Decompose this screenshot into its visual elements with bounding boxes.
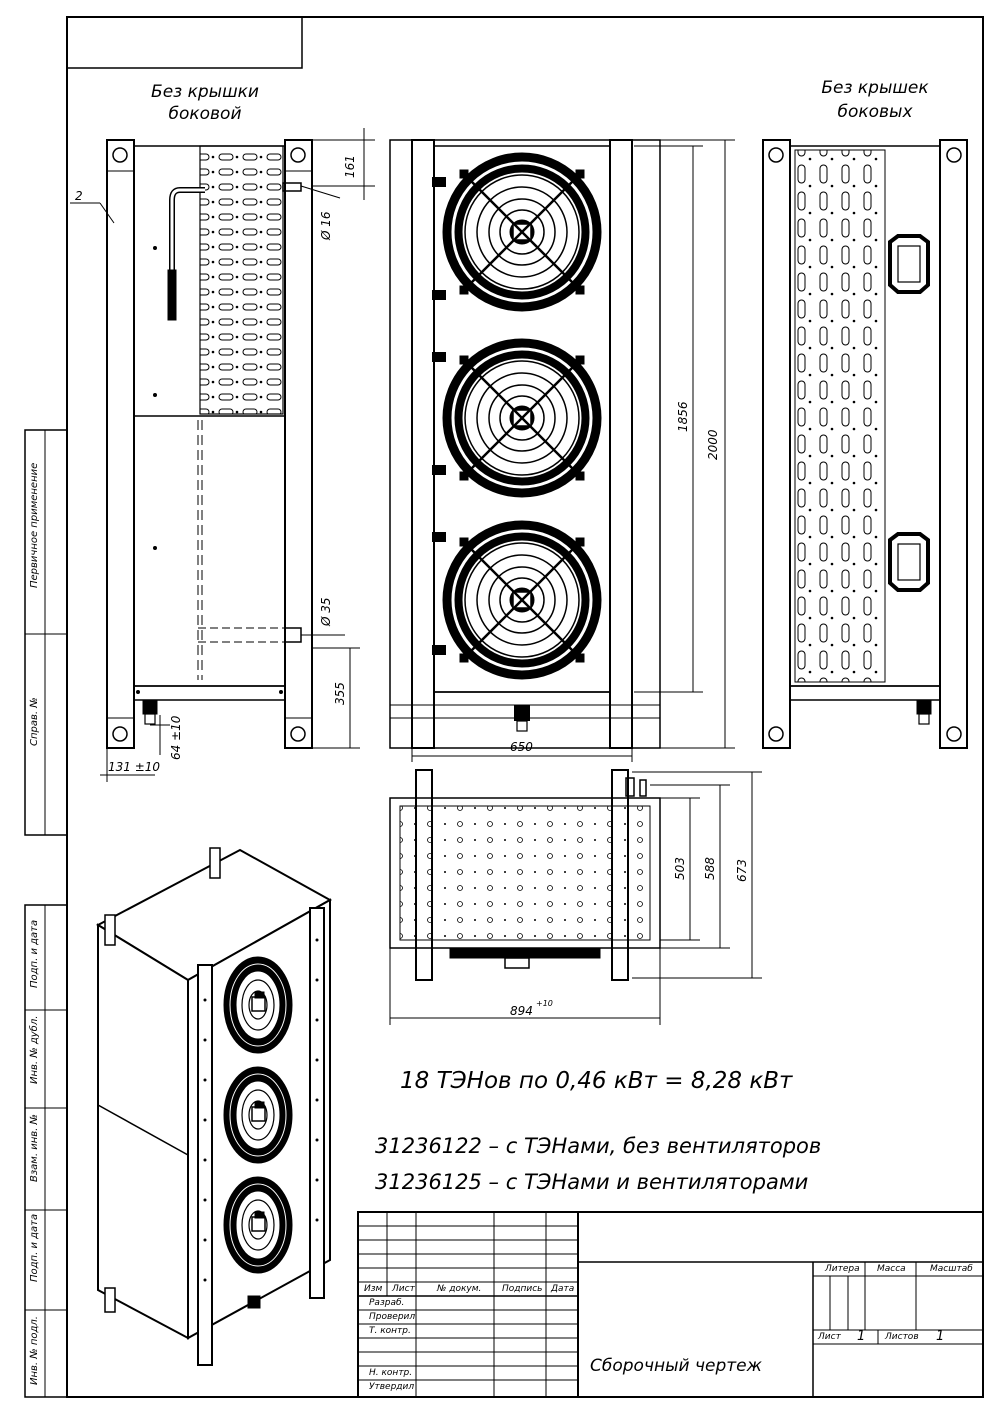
stamp-orig-inv: Инв. № подл. [29,1316,40,1385]
tb-data: Дата [551,1284,575,1294]
tb-list: Лист [392,1284,415,1294]
dim-2000: 2000 [706,429,720,460]
stamp-ref-no: Справ. № [29,697,40,746]
dim-64: 64 ±10 [169,715,183,760]
dim-131: 131 ±10 [108,760,161,774]
dim-phi35: Ø 35 [319,597,333,626]
tb-podpis: Подпись [502,1284,543,1294]
tb-razrab: Разраб. [369,1298,405,1308]
front-view [390,140,660,748]
caption-right-line1: Без крышек [821,78,929,98]
model-note-2: 31236125 – с ТЭНами и вентиляторами [375,1170,809,1194]
dim-161: 161 [343,155,357,178]
side-view-left [107,140,312,748]
dim-503: 503 [673,857,687,880]
tb-litera: Литера [825,1264,860,1274]
tb-n-dokum: № докум. [437,1284,482,1294]
model-note-1: 31236122 – с ТЭНами, без вентиляторов [375,1134,822,1158]
tb-n-kontr: Н. контр. [369,1368,413,1378]
dim-894: 894 [510,1004,533,1018]
tb-izm: Изм [364,1284,383,1294]
tb-proveril: Проверил [369,1312,416,1322]
tb-masshtab: Масштаб [930,1264,973,1274]
dim-355: 355 [333,682,347,705]
stamp-repl-inv: Взам. инв. № [29,1114,40,1182]
dim-588: 588 [703,857,717,880]
caption-left-line1: Без крышки [151,82,259,102]
dim-673: 673 [735,859,749,882]
tb-t-kontr: Т. контр. [369,1326,411,1336]
tb-list-value: 1 [857,1329,866,1344]
tb-doc-name: Сборочный чертеж [590,1356,762,1376]
caption-right-line2: боковых [837,102,913,122]
stamp-dup-inv: Инв. № дубл. [29,1015,40,1084]
heaters-note: 18 ТЭНов по 0,46 кВт = 8,28 кВт [400,1068,793,1094]
isometric-view [98,848,330,1365]
dim-894-tolerance: +10 [536,999,553,1008]
caption-left-line2: боковой [168,104,242,124]
dim-650: 650 [510,740,533,754]
dim-phi16: Ø 16 [319,211,333,240]
callout-2: 2 [75,189,83,203]
stamp-sign-date-1: Подп. и дата [29,919,40,988]
stamp-sign-date-2: Подп. и дата [29,1213,40,1282]
side-view-right [763,140,967,748]
tb-listov-label: Листов [885,1332,919,1342]
top-view [390,770,660,980]
tb-utverdil: Утвердил [369,1382,415,1392]
tb-list-label: Лист [818,1332,841,1342]
stamp-primary-use: Первичное применение [29,462,40,588]
dim-1856: 1856 [676,401,690,432]
tb-listov-value: 1 [936,1329,945,1344]
tb-massa: Масса [877,1264,906,1274]
